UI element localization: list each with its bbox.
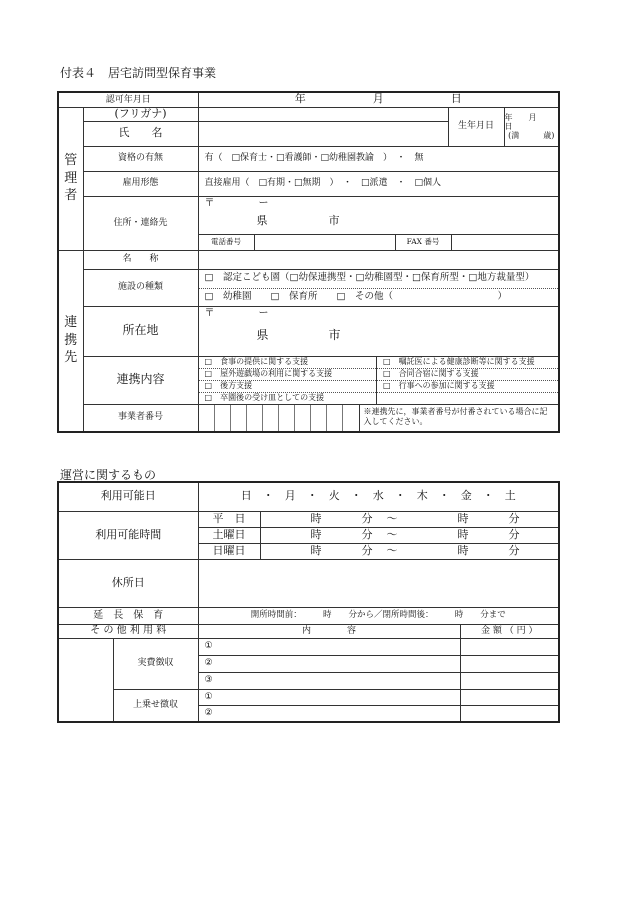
closed-days-label: 休所日 xyxy=(58,559,198,607)
available-days-label: 利用可能日 xyxy=(58,482,198,511)
actual-cost-amount-1[interactable] xyxy=(460,638,559,655)
qualification-label: 資格の有無 xyxy=(83,146,198,171)
employment-label: 雇用形態 xyxy=(83,171,198,196)
furigana-field[interactable] xyxy=(198,107,448,121)
business-number-note: ※連携先に，事業者番号が付番されている場合に記入してください。 xyxy=(363,406,548,426)
content-header: 内 容 xyxy=(198,624,460,638)
location-field[interactable] xyxy=(198,306,559,356)
birth-date-value: 年 月 日 xyxy=(504,112,553,131)
available-hours-label: 利用可能時間 xyxy=(58,511,198,559)
year-label: 年 xyxy=(294,92,306,106)
business-number-label: 事業者番号 xyxy=(83,404,198,432)
available-days-field[interactable]: 日 ・ 月 ・ 火 ・ 水 ・ 木 ・ 金 ・ 土 xyxy=(198,482,559,511)
extra-fee-item-2[interactable]: ② xyxy=(198,705,460,722)
business-number-field[interactable] xyxy=(199,405,360,431)
postal-mark: 〒 xyxy=(204,197,215,209)
content-item[interactable]: □ 卒園後の受け皿としての支援 xyxy=(199,392,377,404)
weekday-label: 平 日 xyxy=(198,511,260,527)
facility-info-table xyxy=(57,91,560,433)
document-title: 付表４ 居宅訪問型保育事業 xyxy=(60,66,217,80)
city-label: 市 xyxy=(328,213,340,227)
tel-label: 電話番号 xyxy=(199,235,255,250)
extended-care-label: 延 長 保 育 xyxy=(58,607,198,624)
birth-age-value: (満 歳) xyxy=(508,131,555,141)
name-field[interactable] xyxy=(198,121,448,146)
extra-fee-label: 上乗せ徴収 xyxy=(113,689,198,722)
partnership-content-grid xyxy=(199,357,559,404)
content-item[interactable]: □ 屋外遊戯場の利用に関する支援 xyxy=(199,368,377,380)
employment-field[interactable]: 直接雇用（ □有期・□無期 ） ・ □派遣 ・ □個人 xyxy=(198,171,559,196)
partner-group-label: 連 携 先 xyxy=(58,250,83,432)
sunday-label: 日曜日 xyxy=(198,543,260,559)
fax-label: FAX 番号 xyxy=(396,235,452,250)
extra-fee-item-1[interactable]: ① xyxy=(198,689,460,705)
license-date-field[interactable] xyxy=(198,92,559,107)
manager-group-label: 管 理 者 xyxy=(58,107,83,250)
content-item[interactable]: □ 嘱託医による健康診断等に関する支援 xyxy=(377,357,559,369)
address-label: 住所・連絡先 xyxy=(83,196,198,250)
actual-cost-amount-2[interactable] xyxy=(460,655,559,672)
content-item[interactable]: □ 後方支援 xyxy=(199,380,377,392)
actual-cost-amount-3[interactable] xyxy=(460,672,559,689)
saturday-label: 土曜日 xyxy=(198,527,260,543)
content-item[interactable]: □ 行事への参加に関する支援 xyxy=(377,380,559,392)
weekday-time-field[interactable]: 時 分 〜 時 分 xyxy=(260,511,559,527)
fax-field[interactable] xyxy=(452,235,559,250)
month-label: 月 xyxy=(372,92,384,106)
operation-table xyxy=(57,481,560,723)
birth-date-field[interactable] xyxy=(505,108,559,146)
extra-fee-amount-1[interactable] xyxy=(460,689,559,705)
partnership-content-label: 連携内容 xyxy=(83,356,198,404)
name-label: 氏 名 xyxy=(83,121,198,146)
location-label: 所在地 xyxy=(83,306,198,356)
prefecture-label: 県 xyxy=(256,328,269,342)
day-label: 日 xyxy=(450,92,462,106)
sunday-time-field[interactable]: 時 分 〜 時 分 xyxy=(260,543,559,559)
furigana-label: (フリガナ) xyxy=(83,107,198,121)
content-item[interactable] xyxy=(377,392,559,404)
birth-date-label: 生年月日 xyxy=(449,108,505,146)
actual-cost-label: 実費徴収 xyxy=(113,638,198,689)
postal-dash: ー xyxy=(258,308,269,319)
extra-fee-amount-2[interactable] xyxy=(460,705,559,722)
amount-header: 金 額 （ 円 ） xyxy=(460,624,559,638)
facility-type-line1[interactable]: □ 認定こども園（□幼保連携型・□幼稚園型・□保育所型・□地方裁量型） xyxy=(199,270,559,289)
license-date-label: 認可年月日 xyxy=(58,92,198,107)
facility-type-line2[interactable]: □ 幼稚園 □ 保育所 □ その他（ ） xyxy=(204,290,507,302)
closed-days-field[interactable] xyxy=(198,559,559,607)
saturday-time-field[interactable]: 時 分 〜 時 分 xyxy=(260,527,559,543)
partner-name-field[interactable] xyxy=(198,250,559,269)
postal-dash: ー xyxy=(258,197,269,209)
other-fees-label: そ の 他 利 用 料 xyxy=(58,624,198,638)
actual-cost-item-2[interactable]: ② xyxy=(198,655,460,672)
postal-mark: 〒 xyxy=(204,308,215,319)
tel-field[interactable] xyxy=(255,235,396,250)
prefecture-label: 県 xyxy=(256,213,268,227)
actual-cost-item-3[interactable]: ③ xyxy=(198,672,460,689)
qualification-field[interactable]: 有（ □保育士・□看護師・□幼稚園教諭 ） ・ 無 xyxy=(198,146,559,171)
address-field[interactable] xyxy=(198,196,559,234)
actual-cost-item-1[interactable]: ① xyxy=(198,638,460,655)
partner-name-label: 名 称 xyxy=(83,250,198,269)
extended-care-field[interactable]: 開所時間前： 時 分から／閉所時間後： 時 分まで xyxy=(198,607,559,624)
content-item[interactable]: □ 合同合宿に関する支援 xyxy=(377,368,559,380)
section-title: 運営に関するもの xyxy=(60,468,157,482)
facility-type-label: 施設の種類 xyxy=(83,269,198,306)
content-item[interactable]: □ 食事の提供に関する支援 xyxy=(199,357,377,369)
city-label: 市 xyxy=(328,328,341,342)
